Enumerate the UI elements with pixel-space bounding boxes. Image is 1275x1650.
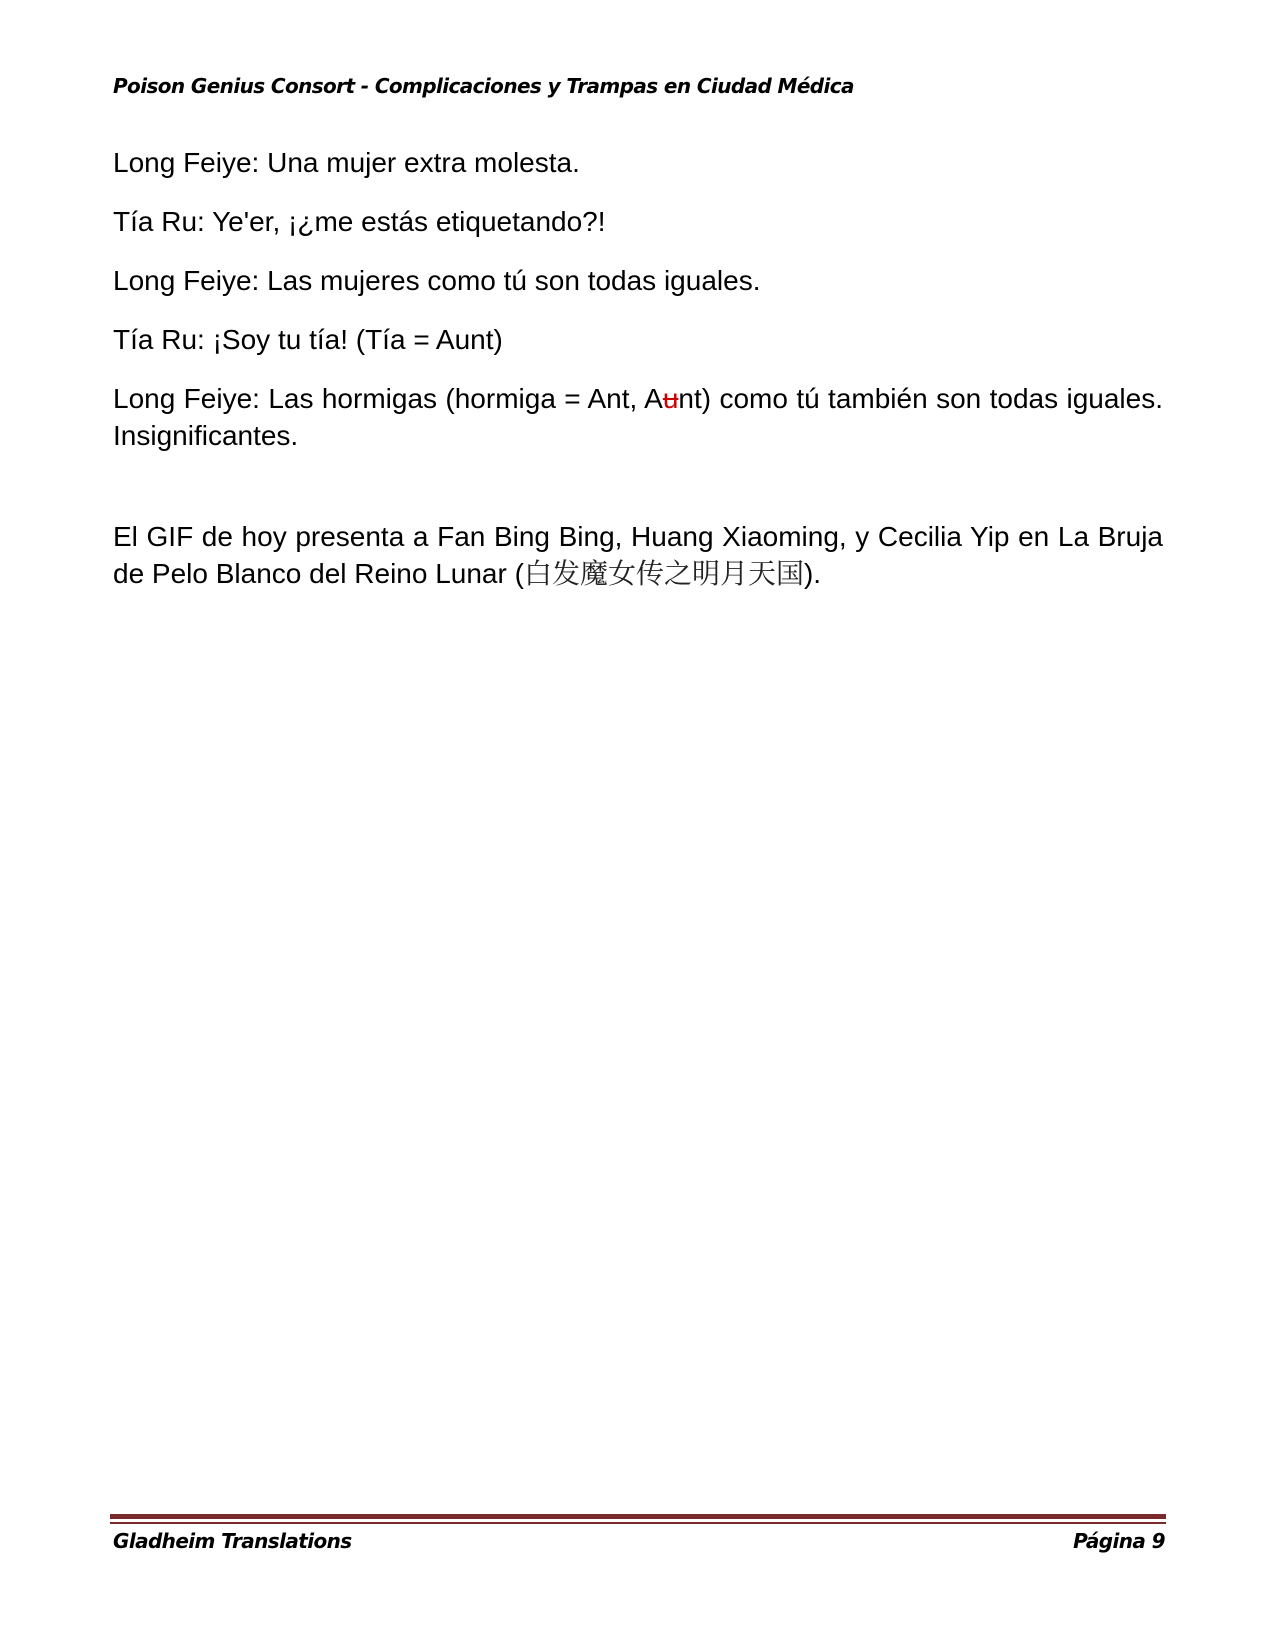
page-header-title: Poison Genius Consort - Complicaciones y Trampas en Ciudad Médica (113, 74, 854, 98)
footer-publisher: Gladheim Translations (113, 1529, 352, 1553)
dialogue-line-ants (113, 380, 1163, 454)
footer-divider-thin (110, 1522, 1166, 1524)
dialogue-line: Tía Ru: Ye'er, ¡¿me estás etiquetando?! (113, 206, 606, 237)
dialogue-line: Long Feiye: Una mujer extra molesta. (113, 147, 580, 178)
document-body (113, 144, 1163, 614)
ants-line-start: Long Feiye: Las hormigas (hormiga = Ant, A (113, 383, 663, 414)
footer-divider-thick (110, 1514, 1166, 1519)
struck-letter: u (662, 383, 679, 414)
dialogue-line: Long Feiye: Las mujeres como tú son todas iguales. (113, 265, 761, 296)
footer-page-number: Página 9 (1073, 1529, 1165, 1553)
gif-note-text: El GIF de hoy presenta a Fan Bing Bing, Huang Xiaoming, y Cecilia Yip en La Bruja de Pelo Blanco del Reino Lunar ( (113, 521, 1163, 589)
ants-line-end: nt) como tú también son todas iguales. Insignificantes. (113, 383, 1163, 451)
chinese-title: 白发魔女传之明月天国 (523, 557, 804, 590)
gif-note-paragraph (113, 518, 1163, 592)
dialogue-line: Tía Ru: ¡Soy tu tía! (Tía = Aunt) (113, 324, 503, 355)
gif-note-closing: ). (803, 558, 822, 589)
